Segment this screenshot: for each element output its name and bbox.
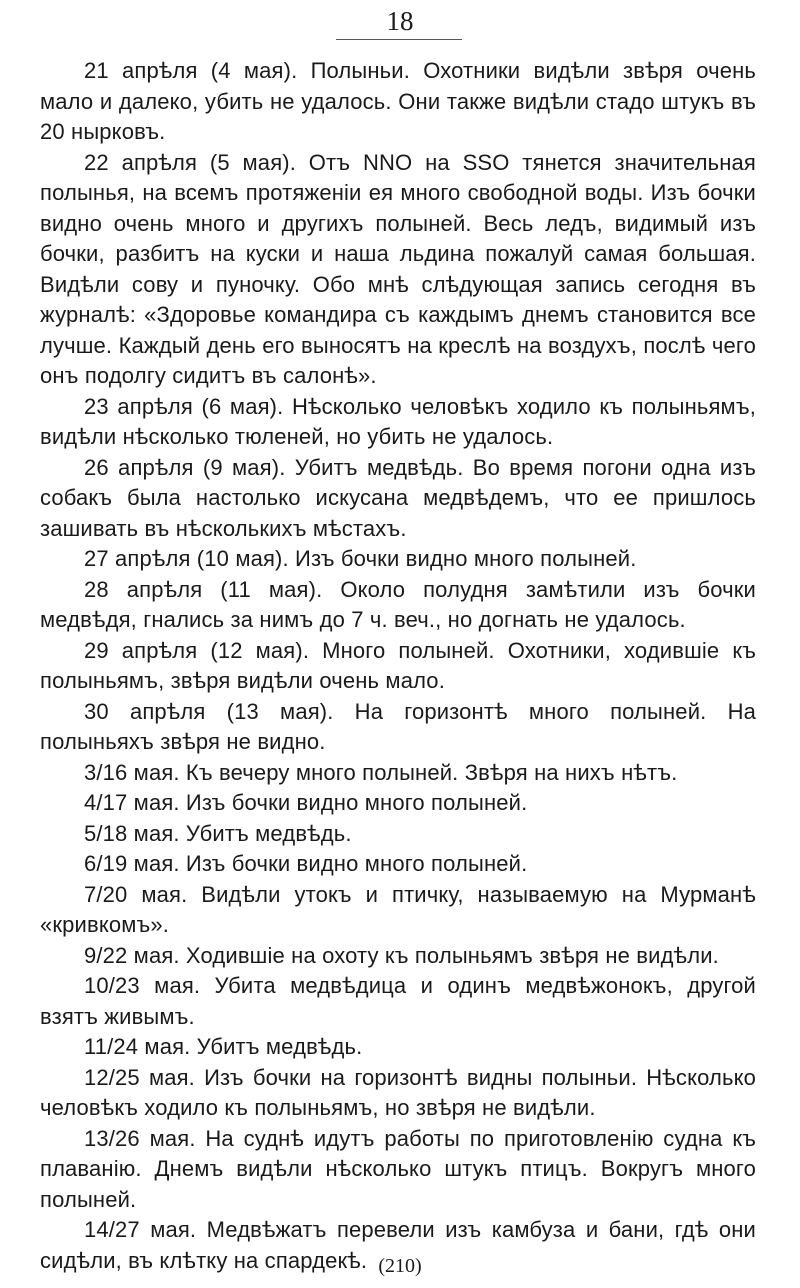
paragraph: 28 апрѣля (11 мая). Около полудня замѣтили изъ бочки медвѣдя, гнались за нимъ до 7 ч. веч., но догнать не удалось. xyxy=(40,576,756,632)
paragraph: 10/23 мая. Убита медвѣдица и одинъ медвѣжонокъ, другой взятъ живымъ. xyxy=(40,973,756,1029)
paragraph: 22 апрѣля (5 мая). Отъ NNO на SSO тянется значительная полынья, на всемъ протяженіи ея много свободной воды. Изъ бочки видно очень много и другихъ полыней. Весь ледъ, видимый изъ бочки, разбитъ на куски и наша льдина пожалуй самая большая. Видѣли сову и пуночку. Обо мнѣ слѣдующая запись сегодня въ журналѣ: «Здоровье командира съ каждымъ днемъ становится все лучше. Каждый день его выносятъ на креслѣ на воздухъ, послѣ чего онъ подолгу сидитъ въ салонѣ». xyxy=(40,149,756,388)
paragraph: 6/19 мая. Изъ бочки видно много полыней. xyxy=(84,851,528,876)
paragraph: 23 апрѣля (6 мая). Нѣсколько человѣкъ ходило къ полыньямъ, видѣли нѣсколько тюленей, но убить не удалось. xyxy=(40,393,756,449)
paragraph: 4/17 мая. Изъ бочки видно много полыней. xyxy=(84,790,528,815)
page-text xyxy=(40,56,756,1276)
paragraph: 26 апрѣля (9 мая). Убитъ медвѣдь. Во время погони одна изъ собакъ была настолько искусана медвѣдемъ, что ее пришлось зашивать въ нѣсколькихъ мѣстахъ. xyxy=(40,454,756,541)
footer-page-number: (210) xyxy=(378,1255,422,1277)
paragraph: 13/26 мая. На суднѣ идутъ работы по приготовленію судна къ плаванію. Днемъ видѣли нѣсколько штукъ птицъ. Вокругъ много полыней. xyxy=(40,1125,756,1212)
paragraph: 11/24 мая. Убитъ медвѣдь. xyxy=(84,1034,363,1059)
paragraph: 29 апрѣля (12 мая). Много полыней. Охотники, ходившіе къ полыньямъ, звѣря видѣли очень мало. xyxy=(40,637,756,693)
paragraph: 9/22 мая. Ходившіе на охоту къ полыньямъ звѣря не видѣли. xyxy=(84,942,719,968)
paragraph: 5/18 мая. Убитъ медвѣдь. xyxy=(84,820,352,846)
paragraph: 27 апрѣля (10 мая). Изъ бочки видно много полыней. xyxy=(84,546,637,571)
paragraph: 3/16 мая. Къ вечеру много полыней. Звѣря на нихъ нѣтъ. xyxy=(84,759,678,785)
paragraph: 21 апрѣля (4 мая). Полыньи. Охотники видѣли звѣря очень мало и далеко, убить не удалось. Они также видѣли стадо штукъ въ 20 нырковъ. xyxy=(40,58,756,144)
paragraph: 12/25 мая. Изъ бочки на горизонтѣ видны полыньи. Нѣсколько человѣкъ ходило къ полыньямъ, но звѣря не видѣли. xyxy=(40,1064,756,1120)
paragraph: 30 апрѣля (13 мая). На горизонтѣ много полыней. На полыньяхъ звѣря не видно. xyxy=(40,698,756,754)
paragraph: 14/27 мая. Медвѣжатъ перевели изъ камбуза и бани, гдѣ они сидѣли, въ клѣтку на спардекѣ. xyxy=(40,1217,756,1273)
paragraph: 7/20 мая. Видѣли утокъ и птичку, называемую на Мурманѣ «кривкомъ». xyxy=(40,881,756,937)
header-rule xyxy=(336,39,462,40)
page-number: 18 xyxy=(386,6,414,36)
